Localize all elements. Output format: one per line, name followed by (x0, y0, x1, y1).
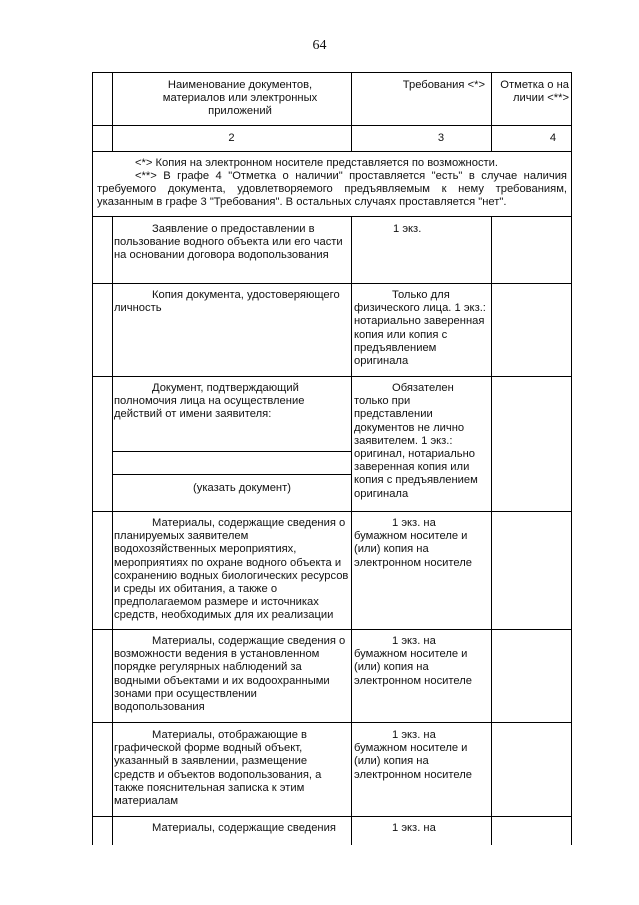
row-6-requirement: 1 экз. на бумажном носителе и (или) копия на электронном носителе (354, 729, 473, 781)
row-divider (92, 722, 572, 723)
row-5-requirement: 1 экз. на бумажном носителе и (или) копия на электронном носителе (354, 635, 473, 687)
col-divider (112, 216, 113, 845)
header-mark: Отметка о наличии <**> (500, 79, 569, 105)
column-number: 2 (228, 132, 235, 144)
row-3-name: Документ, подтверждающий полномочия лица на осуществление действий от имени заявителя: (114, 382, 305, 421)
column-number: 3 (437, 132, 445, 144)
row-2-requirement: Только для физического лица. 1 экз.: нотариально заверенная копия или копия с предъявлением оригинала (354, 289, 486, 368)
page-number: 64 (312, 38, 327, 53)
row-2-name: Копия документа, удостоверяющего личность (114, 289, 340, 315)
col-divider (351, 216, 352, 845)
header-requirements: Требования <*> (402, 79, 485, 91)
row-divider (92, 216, 572, 217)
row-4-requirement: 1 экз. на бумажном носителе и (или) копия на электронном носителе (354, 517, 473, 569)
row-divider (92, 629, 572, 630)
col-divider (491, 216, 492, 845)
footnote-2: <**> В графе 4 "Отметка о наличии" проставляется "есть" в случае наличия требуемого документа, удовлетворяемого предъявляемым к нему требованиям, указанным в графе 3 "Требования". В остальных случаях проставляется "нет". (97, 170, 567, 209)
row-6-name: Материалы, отображающие в графической форме водный объект, указанный в заявлении, размещение средств и объектов водопользования, а также пояснительная записка к этим материалам (114, 729, 322, 808)
row-3-sub-caption: (указать документ) (193, 482, 291, 494)
row-divider (92, 816, 572, 817)
footnote-1: <*> Копия на электронном носителе представляется по возможности. (135, 157, 499, 169)
row-3-requirement: Обязателен только при представлении документов не лично заявителем. 1 экз.: оригинал, нотариально заверенная копия или копия с предъявлением оригинала (354, 382, 478, 500)
row-7-requirement: 1 экз. на (392, 822, 436, 834)
row-divider (92, 283, 572, 284)
row-5-name: Материалы, содержащие сведения о возможности ведения в установленном порядке регулярных наблюдений за водными объектами и их водоохранными зонами при осуществлении водопользования (114, 635, 346, 714)
table-border-right (571, 72, 572, 845)
row-divider (92, 511, 572, 512)
row-divider (92, 125, 572, 126)
row-4-name: Материалы, содержащие сведения о планируемых заявителем водохозяйственных мероприятиях, мероприятиях по охране водного объекта и сохранению водных биологических ресурсов и среды их обитания, а также о предполагаемом размере и источниках средств, необходимых для их реализации (114, 517, 349, 622)
row-divider (92, 151, 572, 152)
sub-row-divider (112, 451, 352, 452)
column-number: 4 (549, 132, 557, 144)
sub-row-divider (112, 474, 352, 475)
row-divider (92, 376, 572, 377)
row-1-requirement: 1 экз. (393, 223, 422, 235)
row-7-name: Материалы, содержащие сведения (152, 822, 336, 834)
header-name: Наименование документов, материалов или электронных приложений (162, 79, 318, 118)
table-border-left (92, 72, 93, 845)
table-border-top (92, 72, 572, 73)
row-1-name: Заявление о предоставлении в пользование водного объекта или его части на основании договора водопользования (114, 223, 343, 262)
